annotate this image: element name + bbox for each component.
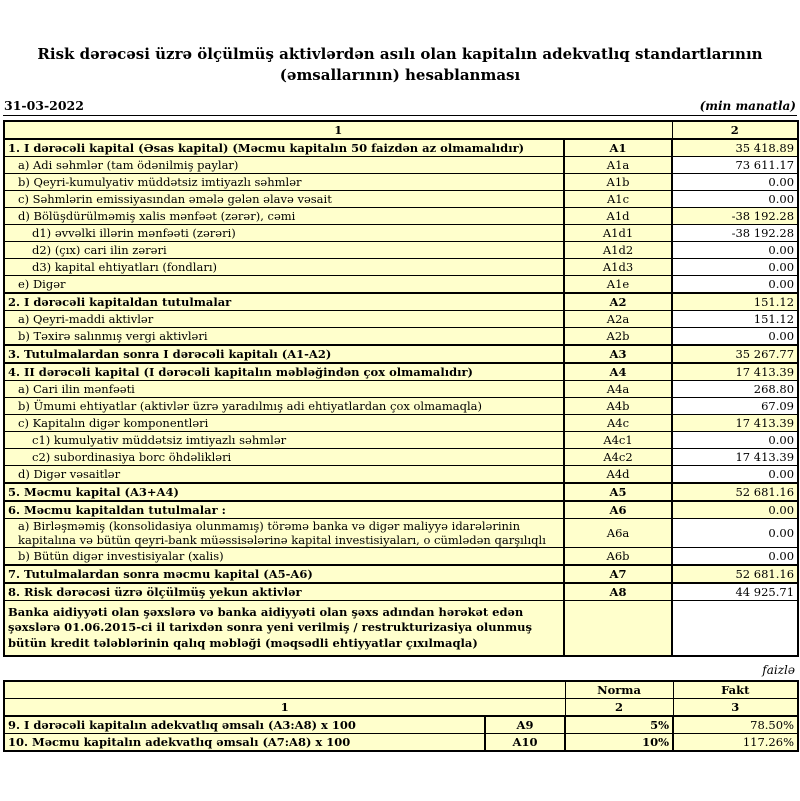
row-label-cell: 1. I dərəcəli kapital (Əsas kapital) (Məcmu kapitalın 50 faizdən az olmamalıdır) (4, 139, 564, 157)
ratio-row-code-cell: A10 (485, 734, 565, 752)
ratio-row-fakt-cell: 117.26% (673, 734, 798, 752)
row-code-cell: A2 (564, 293, 672, 311)
ratio-col-number-2: 2 (565, 699, 673, 717)
row-code-cell: A7 (564, 565, 672, 583)
row-code-cell: A1b (564, 174, 672, 191)
row-value-cell: 0.00 (672, 328, 798, 346)
ratio-row-norma-cell: 5% (565, 716, 673, 734)
row-value-cell: 0.00 (672, 519, 798, 548)
row-label-cell: a) Qeyri-maddi aktivlər (4, 311, 564, 328)
ratio-header-row (4, 681, 798, 699)
row-value-cell: -38 192.28 (672, 225, 798, 242)
ratio-row (4, 716, 798, 734)
row-label-cell: 3. Tutulmalardan sonra I dərəcəli kapitalı (A1-A2) (4, 345, 564, 363)
row-code-cell: A1d3 (564, 259, 672, 276)
report-title: Risk dərəcəsi üzrə ölçülmüş aktivlərdən asılı olan kapitalın adekvatlıq standartlarının (əmsallarının) hesablanması (37, 45, 763, 84)
table-row (4, 583, 798, 601)
row-value-cell: 44 925.71 (672, 583, 798, 601)
main-col-header-2: 2 (672, 121, 798, 139)
row-value-cell: 35 418.89 (672, 139, 798, 157)
row-value-cell: 35 267.77 (672, 345, 798, 363)
row-label-cell: 4. II dərəcəli kapital (I dərəcəli kapitalın məbləğindən çox olmamalıdır) (4, 363, 564, 381)
row-label-cell: b) Bütün digər investisiyalar (xalis) (4, 548, 564, 566)
ratio-row-code-cell: A9 (485, 716, 565, 734)
row-code-cell: A4c2 (564, 449, 672, 466)
meta-row (3, 98, 797, 116)
row-code-cell: A4c1 (564, 432, 672, 449)
row-label-cell: d2) (çıx) cari ilin zərəri (4, 242, 564, 259)
row-value-cell: 0.00 (672, 191, 798, 208)
row-value-cell: 52 681.16 (672, 565, 798, 583)
row-value-cell: 17 413.39 (672, 415, 798, 432)
ratio-row-fakt-cell: 78.50% (673, 716, 798, 734)
table-row (4, 501, 798, 519)
report-page (0, 44, 800, 752)
row-code-cell: A6a (564, 519, 672, 548)
row-code-cell: A2b (564, 328, 672, 346)
table-row (4, 276, 798, 294)
row-label-cell: a) Birləşməmiş (konsolidasiya olunmamış) törəmə banka və digər maliyyə idarələrinin kapitalına və bütün qeyri-bank müəssisələrinə kapital investisiyaları, o cümlədən qarşılıqlı (4, 519, 564, 548)
ratio-header-blank-cell (4, 681, 565, 699)
row-code-cell: A6b (564, 548, 672, 566)
row-label-cell: 8. Risk dərəcəsi üzrə ölçülmüş yekun aktivlər (4, 583, 564, 601)
report-date: 31-03-2022 (4, 98, 84, 113)
row-value-cell: 0.00 (672, 259, 798, 276)
ratio-colnum-row (4, 699, 798, 717)
main-col-header-1: 1 (4, 121, 672, 139)
row-label-cell: d1) əvvəlki illərin mənfəəti (zərəri) (4, 225, 564, 242)
row-value-cell: -38 192.28 (672, 208, 798, 225)
row-code-cell: A1e (564, 276, 672, 294)
table-row (4, 432, 798, 449)
row-value-cell: 268.80 (672, 381, 798, 398)
table-row (4, 259, 798, 276)
ratio-row (4, 734, 798, 752)
row-code-cell: A6 (564, 501, 672, 519)
row-value-cell: 0.00 (672, 466, 798, 484)
row-label-cell: 2. I dərəcəli kapitaldan tutulmalar (4, 293, 564, 311)
row-value-cell: 17 413.39 (672, 449, 798, 466)
row-code-cell: A1d2 (564, 242, 672, 259)
row-code-cell: A8 (564, 583, 672, 601)
row-label-cell: b) Təxirə salınmış vergi aktivləri (4, 328, 564, 346)
table-row (4, 449, 798, 466)
adequacy-ratio-table (3, 680, 799, 752)
table-row (4, 191, 798, 208)
ratio-row-label-cell: 10. Məcmu kapitalın adekvatlıq əmsalı (A7:A8) x 100 (4, 734, 485, 752)
table-row (4, 345, 798, 363)
row-value-cell (672, 601, 798, 657)
ratio-row-label-cell: 9. I dərəcəli kapitalın adekvatlıq əmsalı (A3:A8) x 100 (4, 716, 485, 734)
table-row (4, 328, 798, 346)
ratio-col-number-3: 3 (673, 699, 798, 717)
row-label-cell: c) Səhmlərin emissiyasından əmələ gələn əlavə vəsait (4, 191, 564, 208)
row-label-cell: a) Cari ilin mənfəəti (4, 381, 564, 398)
table-row (4, 174, 798, 191)
row-code-cell: A1d1 (564, 225, 672, 242)
fakt-header: Fakt (673, 681, 798, 699)
table-row (4, 381, 798, 398)
table-row (4, 363, 798, 381)
table-row (4, 483, 798, 501)
row-label-cell: c) Kapitalın digər komponentləri (4, 415, 564, 432)
table-row (4, 208, 798, 225)
table-row (4, 157, 798, 174)
row-label-cell: 5. Məcmu kapital (A3+A4) (4, 483, 564, 501)
row-label-cell: d) Digər vəsaitlər (4, 466, 564, 484)
row-label-cell: a) Adi səhmlər (tam ödənilmiş paylar) (4, 157, 564, 174)
row-value-cell: 151.12 (672, 311, 798, 328)
row-value-cell: 0.00 (672, 242, 798, 259)
row-code-cell: A4 (564, 363, 672, 381)
table-row (4, 548, 798, 566)
row-code-cell: A1a (564, 157, 672, 174)
table-row (4, 293, 798, 311)
row-value-cell: 73 611.17 (672, 157, 798, 174)
row-code-cell: A4b (564, 398, 672, 415)
row-label-cell: c2) subordinasiya borc öhdəlikləri (4, 449, 564, 466)
row-value-cell: 0.00 (672, 276, 798, 294)
row-label-cell: d) Bölüşdürülməmiş xalis mənfəət (zərər), cəmi (4, 208, 564, 225)
row-code-cell: A2a (564, 311, 672, 328)
table-row (4, 415, 798, 432)
row-value-cell: 0.00 (672, 174, 798, 191)
unit-note: (min manatla) (699, 99, 796, 113)
row-code-cell: A1d (564, 208, 672, 225)
table-row (4, 601, 798, 657)
row-label-cell: c1) kumulyativ müddətsiz imtiyazlı səhmlər (4, 432, 564, 449)
table-row (4, 225, 798, 242)
row-label-cell: 6. Məcmu kapitaldan tutulmalar : (4, 501, 564, 519)
row-value-cell: 0.00 (672, 548, 798, 566)
row-code-cell (564, 601, 672, 657)
row-label-cell: 7. Tutulmalardan sonra məcmu kapital (A5-A6) (4, 565, 564, 583)
ratio-col-number-1: 1 (4, 699, 565, 717)
table-row (4, 242, 798, 259)
table-row (4, 466, 798, 484)
row-code-cell: A4a (564, 381, 672, 398)
table-row (4, 398, 798, 415)
row-label-cell: d3) kapital ehtiyatları (fondları) (4, 259, 564, 276)
row-value-cell: 17 413.39 (672, 363, 798, 381)
row-value-cell: 151.12 (672, 293, 798, 311)
row-value-cell: 0.00 (672, 432, 798, 449)
table-row (4, 565, 798, 583)
row-code-cell: A4c (564, 415, 672, 432)
row-value-cell: 52 681.16 (672, 483, 798, 501)
table-row (4, 311, 798, 328)
norma-header: Norma (565, 681, 673, 699)
row-label-cell: Banka aidiyyəti olan şəxslərə və banka aidiyyəti olan şəxs adından hərəkət edən şəxslərə 01.06.2015-ci il tarixdən sonra yeni verilmiş / restrukturizasiya olunmuş bütün kredit tələblərinin qalıq məbləği (məqsədli ehtiyyatlar çıxılmaqla) (4, 601, 564, 657)
row-value-cell: 0.00 (672, 501, 798, 519)
row-code-cell: A1 (564, 139, 672, 157)
capital-adequacy-table (3, 120, 799, 657)
row-code-cell: A1c (564, 191, 672, 208)
row-value-cell: 67.09 (672, 398, 798, 415)
percent-note: faizlə (762, 663, 795, 678)
ratio-row-norma-cell: 10% (565, 734, 673, 752)
row-label-cell: b) Qeyri-kumulyativ müddətsiz imtiyazlı səhmlər (4, 174, 564, 191)
row-code-cell: A5 (564, 483, 672, 501)
row-label-cell: b) Ümumi ehtiyatlar (aktivlər üzrə yaradılmış adi ehtiyatlardan çox olmamaqla) (4, 398, 564, 415)
row-code-cell: A3 (564, 345, 672, 363)
main-table-header-row (4, 121, 798, 139)
row-code-cell: A4d (564, 466, 672, 484)
table-row (4, 139, 798, 157)
row-label-cell: e) Digər (4, 276, 564, 294)
table-row (4, 519, 798, 548)
